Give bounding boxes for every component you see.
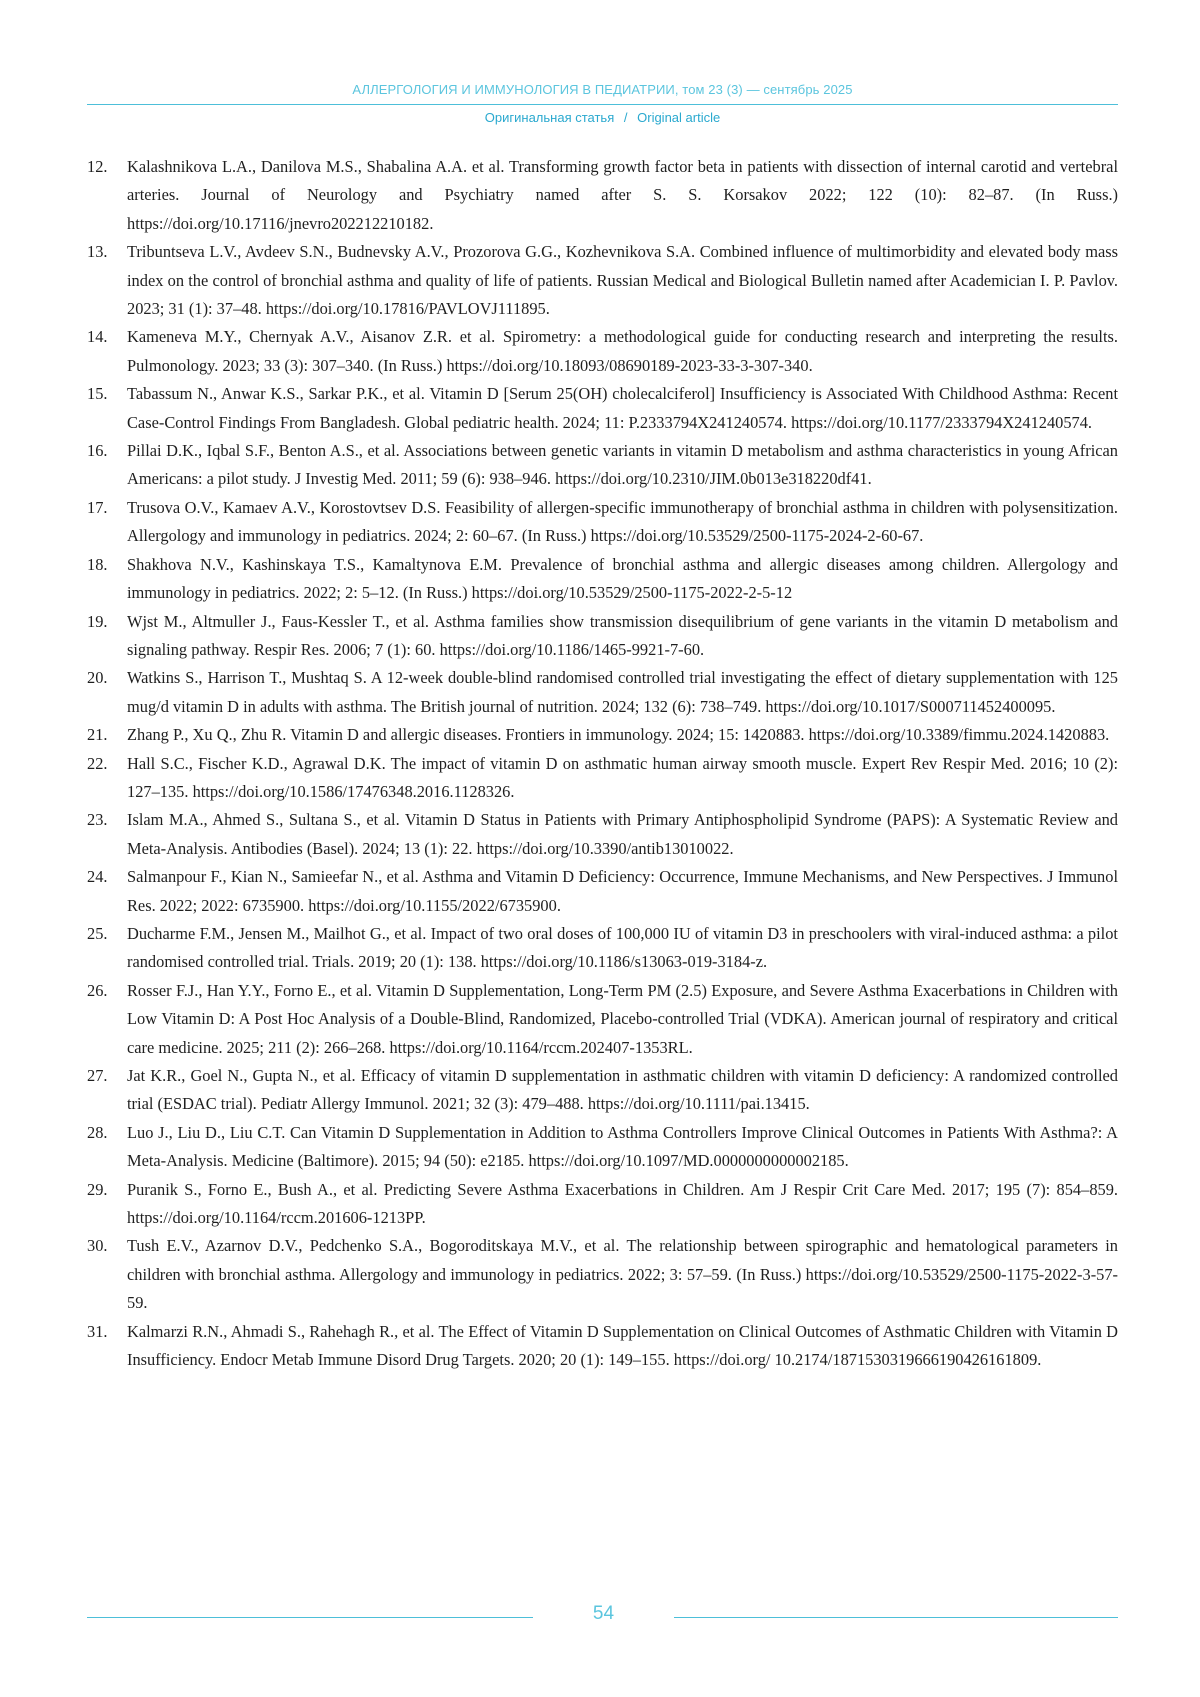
reference-number: 13. [87,242,108,262]
reference-text: Pillai D.K., Iqbal S.F., Benton A.S., et al. Associations between genetic variants in vitamin D metabolism and asthma characteristics in young African Americans: a pilot study. J Investig Med. 2011; 59 (6): 938–946. https://doi.org/10.2310/JIM.0b013e318220df41. [127,441,1118,489]
reference-item [87,806,1118,863]
reference-number: 12. [87,157,108,176]
reference-number: 19. [87,611,108,631]
reference-text: Jat K.R., Goel N., Gupta N., et al. Efficacy of vitamin D supplementation in asthmatic children with vitamin D deficiency: A randomized controlled trial (ESDAC trial). Pediatr Allergy Immunol. 2021; 32 (3): 479–488. https://doi.org/10.1111/pai.13415. [127,1066,1118,1114]
article-type-ru: Оригинальная статья [484,110,615,125]
reference-number: 14. [87,327,108,347]
reference-text: Tush E.V., Azarnov D.V., Pedchenko S.A., Bogoroditskaya M.V., et al. The relationship between spirographic and hematological parameters in children with bronchial asthma. Allergology and immunology in pediatrics. 2022; 3: 57–59. (In Russ.) https://doi.org/10.53529/2500-1175-2022-3-57-59. [127,1236,1118,1313]
reference-text: Tribuntseva L.V., Avdeev S.N., Budnevsky A.V., Prozorova G.G., Kozhevnikova S.A. Combined influence of multimorbidity and elevated body mass index on the control of bronchial asthma and quality of life of patients. Russian Medical and Biological Bulletin named after Academician I. P. Pavlov. 2023; 31 (1): 37–48. https://doi.org/10.17816/PAVLOVJ111895. [127,242,1118,319]
reference-number: 27. [87,1066,108,1085]
reference-number: 20. [87,668,108,688]
reference-list [87,153,1118,1374]
reference-text: Kameneva M.Y., Chernyak A.V., Aisanov Z.R. et al. Spirometry: a methodological guide for conducting research and interpreting the results. Pulmonology. 2023; 33 (3): 307–340. (In Russ.) https://doi.org/10.18093/08690189-2023-33-3-307-340. [127,327,1118,375]
reference-text: Trusova O.V., Kamaev A.V., Korostovtsev D.S. Feasibility of allergen-specific immunotherapy of bronchial asthma in children with polysensitization. Allergology and immunology in pediatrics. 2024; 2: 60–67. (In Russ.) https://doi.org/10.53529/2500-1175-2024-2-60-67. [127,497,1118,546]
reference-item [87,323,1118,380]
reference-number: 15. [87,384,108,404]
reference-item [87,977,1118,1062]
reference-number: 26. [87,980,108,1000]
footer-divider-left [87,1617,533,1618]
reference-text: Wjst M., Altmuller J., Faus-Kessler T., et al. Asthma families show transmission disequilibrium of gene variants in the vitamin D metabolism and signaling pathway. Respir Res. 2006; 7 (1): 60. https://doi.org/10.1186/1465-9921-7-60. [127,611,1118,659]
reference-text: Rosser F.J., Han Y.Y., Forno E., et al. Vitamin D Supplementation, Long-Term PM (2.5) Exposure, and Severe Asthma Exacerbations in Children with Low Vitamin D: A Post Hoc Analysis of a Double-Blind, Randomized, Placebo-controlled Trial (VDKA). American journal of respiratory and critical care medicine. 2025; 211 (2): 266–268. https://doi.org/10.1164/rccm.202407-1353RL. [127,980,1118,1057]
reference-item [87,1062,1118,1119]
reference-number: 29. [87,1179,108,1199]
reference-item [87,551,1118,608]
article-type-en: Original article [637,110,721,125]
reference-number: 25. [87,923,108,943]
header-divider [87,104,1118,105]
reference-number: 21. [87,725,108,745]
reference-text: Puranik S., Forno E., Bush A., et al. Predicting Severe Asthma Exacerbations in Children. Am J Respir Crit Care Med. 2017; 195 (7): 854–859. https://doi.org/10.1164/rccm.201606-1213PP. [127,1179,1118,1228]
reference-item [87,1176,1118,1233]
reference-item [87,920,1118,977]
reference-text: Zhang P., Xu Q., Zhu R. Vitamin D and allergic diseases. Frontiers in immunology. 2024; 15: 1420883. https://doi.org/10.3389/fimmu.2024.1420883. [127,725,1110,745]
reference-text: Kalashnikova L.A., Danilova M.S., Shabalina A.A. et al. Transforming growth factor beta in patients with dissection of internal carotid and vertebral arteries. Journal of Neurology and Psychiatry named after S. S. Korsakov 2022; 122 (10): 82–87. (In Russ.) https://doi.org/10.17116/jnevro202212210182. [127,157,1118,233]
reference-item [87,238,1118,323]
reference-item [87,750,1118,807]
reference-number: 16. [87,441,108,461]
reference-text: Watkins S., Harrison T., Mushtaq S. A 12-week double-blind randomised controlled trial investigating the effect of dietary supplementation with 125 mug/d vitamin D in adults with asthma. The British journal of nutrition. 2024; 132 (6): 738–749. https://doi.org/10.1017/S000711452400095. [127,668,1118,716]
reference-text: Shakhova N.V., Kashinskaya T.S., Kamaltynova E.M. Prevalence of bronchial asthma and allergic diseases among children. Allergology and immunology in pediatrics. 2022; 2: 5–12. (In Russ.) https://doi.org/10.53529/2500-1175-2022-2-5-12 [127,554,1118,603]
reference-item [87,1232,1118,1317]
reference-number: 28. [87,1122,108,1142]
reference-item [87,721,1118,749]
reference-text: Luo J., Liu D., Liu C.T. Can Vitamin D Supplementation in Addition to Asthma Controllers Improve Clinical Outcomes in Patients With Asthma?: A Meta-Analysis. Medicine (Baltimore). 2015; 94 (50): e2185. https://doi.org/10.1097/MD.0000000000002185. [127,1122,1118,1171]
reference-item [87,863,1118,920]
reference-item [87,494,1118,551]
reference-item [87,664,1118,721]
reference-text: Hall S.C., Fischer K.D., Agrawal D.K. The impact of vitamin D on asthmatic human airway smooth muscle. Expert Rev Respir Med. 2016; 10 (2): 127–135. https://doi.org/10.1586/17476348.2016.1128326. [127,753,1118,801]
footer-divider-right [674,1617,1118,1618]
page-number: 54 [592,1603,615,1624]
reference-item [87,437,1118,494]
journal-header: АЛЛЕРГОЛОГИЯ И ИММУНОЛОГИЯ В ПЕДИАТРИИ, том 23 (3) — сентябрь 2025 [352,82,853,97]
reference-text: Salmanpour F., Kian N., Samieefar N., et al. Asthma and Vitamin D Deficiency: Occurrence, Immune Mechanisms, and New Perspectives. J Immunol Res. 2022; 2022: 6735900. https://doi.org/10.1155/2022/6735900. [127,867,1118,915]
reference-number: 17. [87,497,108,517]
reference-item [87,1318,1118,1375]
reference-item [87,1119,1118,1176]
reference-text: Ducharme F.M., Jensen M., Mailhot G., et al. Impact of two oral doses of 100,000 IU of vitamin D3 in preschoolers with viral-induced asthma: a pilot randomised controlled trial. Trials. 2019; 20 (1): 138. https://doi.org/10.1186/s13063-019-3184-z. [127,923,1118,972]
reference-number: 23. [87,810,108,830]
reference-item [87,380,1118,437]
reference-number: 30. [87,1236,108,1256]
reference-text: Kalmarzi R.N., Ahmadi S., Rahehagh R., et al. The Effect of Vitamin D Supplementation on Clinical Outcomes of Asthmatic Children with Vitamin D Insufficiency. Endocr Metab Immune Disord Drug Targets. 2020; 20 (1): 149–155. https://doi.org/ 10.2174/1871530319666190426161809. [127,1321,1118,1370]
article-type-separator: / [623,110,628,125]
article-type [87,110,1118,125]
reference-number: 22. [87,753,108,773]
reference-item [87,608,1118,665]
reference-item [87,153,1118,238]
reference-text: Tabassum N., Anwar K.S., Sarkar P.K., et al. Vitamin D [Serum 25(OH) cholecalciferol] Insufficiency is Associated With Childhood Asthma: Recent Case-Control Findings From Bangladesh. Global pediatric health. 2024; 11: P.2333794X241240574. https://doi.org/10.1177/2333794X241240574. [127,384,1118,432]
reference-number: 31. [87,1321,108,1341]
reference-number: 24. [87,867,108,887]
reference-text: Islam M.A., Ahmed S., Sultana S., et al. Vitamin D Status in Patients with Primary Antiphospholipid Syndrome (PAPS): A Systematic Review and Meta-Analysis. Antibodies (Basel). 2024; 13 (1): 22. https://doi.org/10.3390/antib13010022. [127,810,1118,858]
reference-number: 18. [87,554,108,574]
